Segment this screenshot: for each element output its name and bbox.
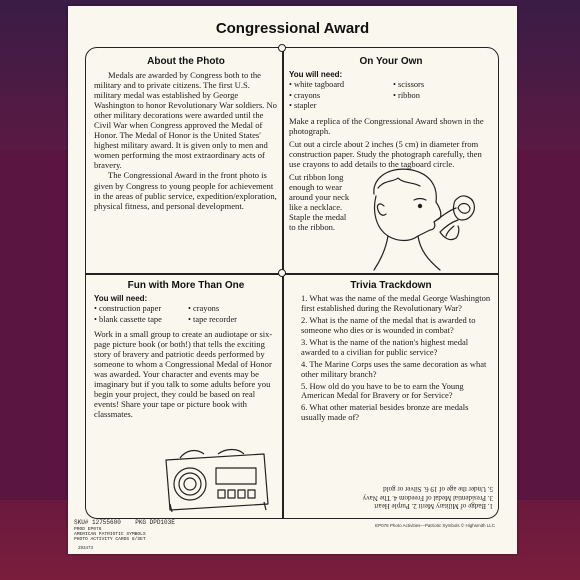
- divider-dot: [278, 44, 286, 52]
- answer-line: 3. Presidential Medal of Freedom 4. The Navy: [362, 493, 493, 502]
- divider-dot: [278, 269, 286, 277]
- supplies-list: [289, 80, 493, 112]
- corner-code: 293473: [78, 545, 94, 550]
- instruction: Cut out a circle about 2 inches (5 cm) in diameter from construction paper. Study the photograph carefully, then use crayons to add details to the tagboard circle.: [289, 138, 482, 169]
- about-photo-text: [94, 70, 278, 211]
- need-label: You will need:: [289, 70, 343, 79]
- need-label: You will need:: [94, 294, 148, 303]
- vertical-divider: [282, 48, 284, 518]
- fun-group-heading: Fun with More Than One: [127, 280, 245, 291]
- trivia-question: 4. The Marine Corps uses the same decoration as what other military branch?: [301, 358, 487, 379]
- supply-item: • scissors: [393, 80, 493, 91]
- sku-number: SKU# 12755600: [74, 519, 121, 526]
- activity-card: [68, 6, 517, 554]
- sticker-top-line: [74, 520, 206, 527]
- supply-item: • white tagboard: [289, 80, 389, 91]
- supply-item: • stapler: [289, 101, 389, 112]
- about-paragraph: Medals are awarded by Congress both to the military and to private citizens. The first U.S. military medal was established by George Washington to honor Revolutionary War soldiers. No other military decorations were awarded until the Civil War when Congress approved the Medal of Honor. The Medal of Honor is the United States' highest military award. It is given only to men and women performing the most extraordinary acts of bravery.: [94, 70, 277, 171]
- instruction: Make a replica of the Congressional Award shown in the photograph.: [289, 115, 484, 136]
- supply-item: • crayons: [289, 91, 389, 102]
- tape-recorder-illustration: [156, 446, 274, 514]
- fun-group-section: [94, 280, 278, 419]
- pkg-code: PKG DPD103E: [135, 519, 175, 526]
- supply-item: • ribbon: [393, 91, 493, 102]
- trivia-question: 2. What is the name of the medal that is awarded to someone who dies or is wounded in combat?: [301, 314, 476, 335]
- about-photo-heading: About the Photo: [147, 56, 225, 67]
- supply-item: • construction paper: [94, 304, 184, 315]
- trivia-answers-upside-down: [288, 485, 493, 510]
- answer-line: 5. Under the age of 19 6. Silver or gold: [383, 485, 493, 494]
- trivia-section: [289, 280, 493, 425]
- trivia-question: 1. What was the name of the medal George Washington first established during the Revolutionary War?: [301, 293, 491, 313]
- supply-item: • crayons: [188, 304, 278, 315]
- sku-sticker: [74, 520, 206, 546]
- answer-line: 1. Badge of Military Merit 2. Purple Heart: [374, 502, 493, 511]
- about-photo-section: [94, 56, 278, 211]
- trivia-question: 3. What is the name of the nation's highest medal awarded to a civilian for public service?: [301, 336, 469, 357]
- page-title: Congressional Award: [215, 20, 370, 37]
- horizontal-divider: [86, 273, 498, 275]
- trivia-questions: [289, 294, 493, 423]
- on-your-own-heading: On Your Own: [359, 56, 423, 67]
- boy-with-medal-illustration: [354, 166, 496, 272]
- trivia-heading: Trivia Trackdown: [350, 280, 432, 291]
- quadrant-grid: [85, 47, 499, 519]
- sticker-line: PHOTO ACTIVITY CARDS 8/SET: [74, 537, 146, 543]
- supply-item: • blank cassette tape: [94, 315, 184, 326]
- fun-group-text: Work in a small group to create an audiotape or six-page picture book (or both!) that tells the exciting story of bravery and patriotic deeds performed by someone to whom a Congressional Medal of Honor was awarded. Your character and events may be imaginary but if you talk to some adults before you begin your project, they could be based on real events! Share your tape or picture book with classmates.: [94, 329, 273, 420]
- about-paragraph: The Congressional Award in the front photo is given by Congress to young people for achievement in the areas of public service, expedition/exploration, physical fitness, and personal development.: [94, 170, 277, 211]
- supplies-list: [94, 304, 278, 325]
- sticker-line: PROD EP076: [74, 526, 102, 532]
- trivia-question: 6. What other material besides bronze are medals usually made of?: [301, 402, 469, 423]
- copyright-footer: EP076 Photo Activities—Patriotic Symbols © Highsmith LLC: [375, 523, 495, 528]
- instruction: Cut ribbon long enough to wear around your neck like a necklace. Staple the medal to the ribbon.: [289, 171, 350, 232]
- sticker-line: AMERICAN PATRIOTIC SYMBOLS: [74, 532, 146, 538]
- supply-item: • tape recorder: [188, 315, 278, 326]
- trivia-question: 5. How old do you have to be to earn the Young American Medal for Bravery or for Service?: [301, 380, 464, 401]
